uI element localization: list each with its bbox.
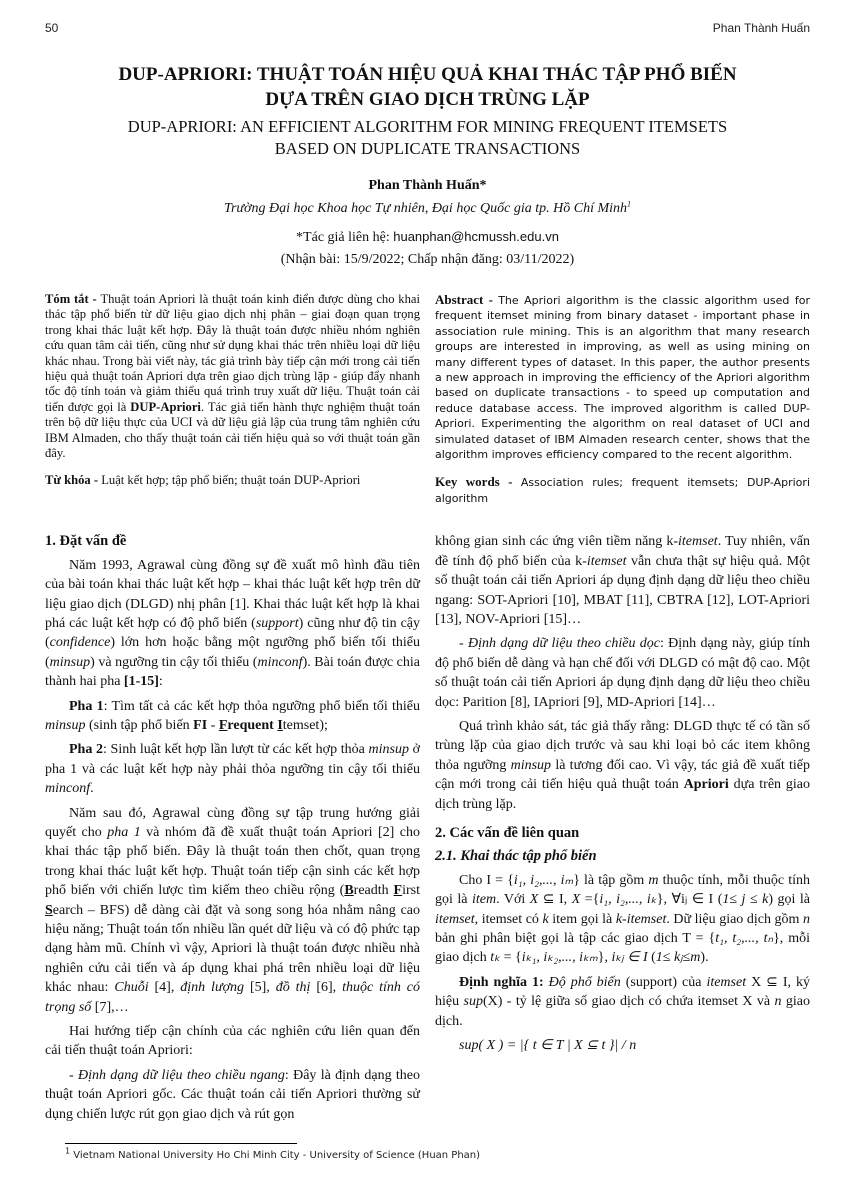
right-paragraphs-b [435, 871, 810, 1031]
emphasized-text: tₖ [490, 950, 501, 966]
paragraph [435, 871, 810, 968]
text-run: } là tập gồm [573, 872, 649, 888]
text-run: (X) - tỷ lệ giữa số giao dịch có chứa itemset X và [482, 994, 775, 1010]
section-heading: 1. Đặt vấn đề [45, 533, 127, 550]
text-run: (sinh tập phổ biến [85, 717, 194, 733]
keywords-vi-label: Từ khóa - [45, 473, 102, 488]
emphasized-text: confidence [49, 635, 111, 651]
text-run: - [459, 636, 468, 652]
text-run: ) cũng như độ tin cậy ( [45, 615, 421, 651]
affiliation-text: Trường Đại học Khoa học Tự nhiên, Đại học Quốc gia tp. Hồ Chí Minh [223, 201, 628, 216]
text-run: , itemset có [474, 911, 543, 927]
running-header-author: Phan Thành Huấn [712, 21, 810, 35]
text-run: (support) của [620, 974, 707, 990]
title-english [45, 116, 810, 160]
author-name: Phan Thành Huấn* [368, 178, 487, 193]
keywords-en [435, 474, 810, 506]
text-run: X ⊆ I, ký hiệu [435, 974, 810, 1010]
emphasized-text: minconf [45, 781, 91, 797]
spacer [45, 1129, 810, 1143]
emphasized-text: I [277, 717, 283, 733]
body-columns [45, 532, 810, 1129]
body-column-left [45, 532, 420, 1129]
title-en-line: DUP-APRIORI: AN EFFICIENT ALGORITHM FOR MINING FREQUENT ITEMSETS [127, 117, 728, 136]
emphasized-text: k [542, 911, 549, 927]
emphasized-text: minsup [49, 654, 91, 670]
text-run: ở pha 1 và các luật kết hợp này phải thỏa ngưỡng tin cậy tối thiểu [45, 742, 421, 777]
page-number: 50 [45, 21, 59, 35]
emphasized-text: m [648, 872, 659, 888]
emphasized-text: k-itemset [615, 911, 667, 927]
emphasized-text: Pha 2 [69, 742, 103, 758]
paragraph [45, 804, 420, 1017]
text-run: [6], [310, 980, 343, 996]
footnote [65, 1146, 810, 1163]
title-vietnamese [45, 62, 810, 112]
emphasized-text: minsup [45, 717, 86, 733]
emphasized-text: Định dạng dữ liệu theo chiều dọc [467, 636, 660, 652]
emphasized-text: item [471, 892, 497, 908]
emphasized-text: pha 1 [107, 824, 141, 840]
text-run: earch – BFS) dễ dàng cài đặt và song song hóa nhằm nâng cao hiệu năng; Thuật toán tốn nhiều lần quét dữ liệu và có độ phức tạp dạng hàm mũ. Chính vì vậy, Apriori là thuật toán được nhiều nhà nghiên cứu cải tiến và áp dụng khai phá trên nhiều loại dữ liệu khác nhau: [45, 902, 420, 996]
abstract-vi-algorithm-name: DUP-Apriori [130, 399, 201, 414]
abstract-vi-text: Thuật toán Apriori là thuật toán kinh điển được dùng cho khai thác tập phổ biến từ dữ liệu giao dịch nhị phân – giai đoạn quan trọng trong khai thác luật kết hợp. Đây là thuật toán được nhiều nhóm nghiên cứu quan tâm cải tiến, cũng như sử dụng khai thác trên nhiều loại dữ liệu khác nhau. Trong bài viết này, tác giả trình bày tiếp cận mới trong cải tiến hiệu quả thuật toán Apriori dựa trên giao dịch trùng lặp - giúp đẩy nhanh tốc độ tính toán và giảm thiểu quá trình truy xuất dữ liệu. Thuật toán cải tiến được gọi là [45, 292, 420, 414]
emphasized-text: i₁, i₂,..., iₘ [513, 872, 574, 888]
emphasized-text: thuộc tính có trọng số [45, 980, 421, 1015]
emphasized-text: itemset [586, 553, 627, 569]
text-run: bản ghi phân biệt gọi là tập các giao dịch T = { [435, 931, 716, 946]
support-formula: sup( X ) = |{ t ∈ T | X ⊆ t }| / n [459, 1038, 637, 1054]
emphasized-text: i₁, i₂,..., iₖ [599, 892, 657, 908]
emphasized-text: S [45, 902, 53, 918]
contact [45, 227, 810, 248]
left-paragraphs [45, 556, 420, 1124]
text-run: giao dịch. [435, 994, 810, 1029]
text-run: - [207, 717, 219, 733]
emphasized-text: minsup [510, 757, 552, 773]
text-run: temset); [282, 717, 328, 733]
emphasized-text: B [344, 883, 354, 899]
text-run: là tương đối cao. Vì vậy, tác giả đề xuất tiếp cận mới trong cải tiến hiệu quả thuật toán [435, 757, 810, 793]
title-vi-line: DUP-APRIORI: THUẬT TOÁN HIỆU QUẢ KHAI THÁC TẬP PHỔ BIẾN [118, 64, 737, 85]
footnote-text: Vietnam National University Ho Chi Minh City - University of Science (Huan Phan) [70, 1150, 481, 1162]
text-run: thuộc tính, mỗi thuộc tính gọi là [435, 872, 810, 908]
abstract-vi-body [45, 292, 420, 461]
emphasized-text: X [529, 892, 539, 908]
text-run: . [90, 781, 94, 797]
emphasized-text: đồ thị [275, 980, 311, 996]
emphasized-text: Apriori [683, 777, 729, 793]
emphasized-text: FI [193, 717, 208, 733]
emphasized-text: t₁, t₂,..., tₙ [715, 931, 774, 946]
emphasized-text: minconf [257, 654, 303, 670]
text-run: Năm 1993, Agrawal cùng đồng sự đề xuất mô hình đầu tiên của bài toán khai thác luật kết hợp – khai thác luật kết hợp trên dữ liệu giao dịch (DLGD) nhị phân [1]. Khai thác luật kết hợp là khai phá các luật kết hợp có độ phổ biến ( [45, 557, 420, 631]
emphasized-text: 1≤ kⱼ≤m [655, 950, 701, 966]
paragraph [435, 634, 810, 712]
abstracts [45, 292, 810, 506]
emphasized-text: n [802, 911, 810, 927]
emphasized-text: F [393, 883, 403, 899]
abstract-english [435, 292, 810, 506]
paragraph [45, 740, 420, 798]
text-run: ={ [580, 892, 600, 908]
footnote-divider [65, 1143, 297, 1144]
paragraph [435, 717, 810, 814]
email-link[interactable]: huanphan@hcmussh.edu.vn [393, 229, 559, 244]
text-run: ) gọi là [768, 892, 810, 908]
paragraph [45, 556, 420, 692]
abstract-vi-text: . Tác giả tiến hành thực nghiệm thuật toán trên bộ dữ liệu thực của UCI và dữ liệu giả lập của trung tâm nghiên cứu IBM Almaden, cho thấy thuật toán cải tiến hiệu quả so với thuật toán gần đây. [45, 399, 420, 461]
abstract-en-text: The Apriori algorithm is the classic algorithm used for frequent itemset mining from binary dataset - important phase in association rule mining. This is an algorithm that many research groups are interested in improving, as well as using mining on many different types of dataset. In this paper, the author presents a new approach in improving the efficiency of the Apriori algorithm based on duplicate transactions - to speed up computation and reduce database access. The improved algorithm is called DUP-Apriori. Experimenting the algorithm on real dataset of UCI and simulated dataset of IBM Almaden research center, shows that the algorithm improves efficiency compared to the recent algorithm. [435, 294, 810, 462]
text-run: }, mỗi giao dịch [435, 931, 811, 966]
emphasized-text: Độ phổ biến [548, 974, 621, 990]
text-run: : [158, 674, 163, 690]
text-run: : Định dạng này, giúp tính độ phổ biến dễ dàng và hạn chế đối với DLGD có mật độ cao. Một số thuật toán cải tiến Apriori áp dụng định dạng dữ liệu theo chiều dọc: Parition [8], IApriori [9], MD-Apriori [14]… [435, 636, 810, 710]
section-heading: 2. Các vấn đề liên quan [435, 824, 580, 841]
text-run: irst [402, 883, 420, 899]
emphasized-text: Định dạng dữ liệu theo chiều ngang [77, 1067, 285, 1083]
text-run: vẫn chưa thật sự hiệu quả. Một số thuật toán cải tiến Apriori áp dụng định dạng dữ liệu theo chiều ngang: SOT-Apriori [10], MBAT [11], CBTRA [12], LOT-Apriori [13], NOV-Apriori [15]… [435, 553, 811, 627]
text-run: Năm sau đó, Agrawal cùng đồng sự tập trung hướng giải quyết cho [45, 805, 420, 840]
keywords-vi-text: Luật kết hợp; tập phổ biến; thuật toán DUP-Apriori [101, 473, 361, 488]
subsection-heading: 2.1. Khai thác tập phổ biến [435, 848, 597, 865]
running-header [45, 20, 810, 36]
text-run: Hai hướng tiếp cận chính của các nghiên cứu liên quan đến cải tiến thuật toán Apriori: [45, 1024, 420, 1059]
body-column-right [435, 532, 810, 1129]
emphasized-text: itemset [706, 974, 747, 990]
abstract-vi-label: Tóm tắt - [45, 292, 101, 306]
text-run: ⊆ I, [538, 892, 572, 908]
text-run: item gọi là [548, 911, 616, 927]
contact-label: *Tác giả liên hệ: [296, 230, 394, 245]
affiliation [45, 199, 810, 219]
text-run: . Tuy nhiên, vấn đề tính độ phổ biến của k- [435, 534, 810, 569]
text-run: Cho I = { [459, 872, 514, 888]
text-run: : Đây là định dạng theo thuật toán Apriori gốc. Các thuật toán cải tiến Apriori thường sử dụng chiến lược rút gọn giao dịch và rút gọn [45, 1067, 420, 1122]
text-run: [7],… [91, 999, 129, 1015]
emphasized-text: Định nghĩa 1: [459, 974, 549, 990]
emphasized-text: định lượng [180, 980, 245, 996]
footnote-mark: 1 [65, 1146, 71, 1156]
text-run: }, ∀iⱼ ∈ I ( [656, 892, 723, 908]
text-run: ( [647, 950, 656, 966]
text-run: dựa trên giao dịch trùng lặp. [435, 777, 811, 812]
text-run: ) lớn hơn hoặc bằng một ngưỡng phổ biến tối thiểu ( [45, 635, 420, 670]
emphasized-text: [1-15] [123, 674, 159, 690]
emphasized-text: F [218, 717, 228, 733]
paragraph [435, 532, 810, 629]
text-run: }, [597, 950, 612, 966]
title-en-line: BASED ON DUPLICATE TRANSACTIONS [274, 139, 581, 158]
text-run: và nhóm đã đề xuất thuật toán Apriori [2] cho khai thác tập phổ biến. Đây là thuật toán then chốt, quan trọng trong khai thác luật kết hợp. Thuật toán tiếp cận sinh các kết hợp phổ biến với chiến lược tìm kiếm theo chiều rộng ( [45, 824, 420, 899]
text-run: = { [500, 950, 522, 966]
emphasized-text: n [774, 994, 782, 1010]
title-vi-line: DỰA TRÊN GIAO DỊCH TRÙNG LẶP [265, 89, 590, 110]
right-paragraphs-a [435, 532, 810, 814]
emphasized-text: requent [227, 717, 278, 733]
text-run: : Sinh luật kết hợp lần lượt từ các kết hợp thỏa [103, 742, 369, 758]
emphasized-text: X [571, 892, 581, 908]
abstract-vietnamese [45, 292, 420, 506]
text-run: [5], [244, 980, 276, 996]
paragraph [435, 973, 810, 1031]
submission-dates: (Nhận bài: 15/9/2022; Chấp nhận đăng: 03/11/2022) [280, 252, 575, 267]
text-run: - [69, 1067, 78, 1083]
text-run: ) và ngưỡng tin cậy tối thiểu ( [90, 654, 258, 670]
emphasized-text: Pha 1 [69, 698, 104, 714]
emphasized-text: support [255, 615, 299, 631]
text-run: . Với [496, 892, 530, 908]
text-run: ). Bài toán được chia thành hai pha [45, 654, 420, 690]
text-run: [4], [148, 980, 181, 996]
text-run: . Dữ liệu giao dịch gồm [666, 911, 803, 927]
emphasized-text: minsup [368, 742, 409, 758]
keywords-en-label: Key words - [435, 474, 521, 490]
emphasized-text: iₖ₁, iₖ₂,..., iₖₘ [521, 950, 598, 966]
keywords-vi [45, 473, 420, 488]
emphasized-text: iₖⱼ ∈ I [611, 950, 648, 966]
emphasized-text: itemset [435, 911, 475, 927]
emphasized-text: sup [463, 994, 483, 1010]
paragraph [45, 697, 420, 736]
abstract-en-label: Abstract - [435, 292, 499, 307]
paragraph [45, 1022, 420, 1061]
paragraph [45, 1066, 420, 1124]
text-run: : Tìm tất cả các kết hợp thỏa ngưỡng phổ biến tối thiểu [103, 698, 421, 714]
emphasized-text: 1≤ j ≤ k [722, 892, 769, 908]
text-run: Quá trình khảo sát, tác giả thấy rằng: DLGD thực tế có tần số trùng lặp của giao dịch trước và sau khi loại bỏ các item không thỏa ngưỡng [435, 718, 810, 773]
abstract-en-body [435, 292, 810, 462]
affiliation-footnote-mark: 1 [627, 199, 632, 209]
text-run: ). [700, 950, 709, 966]
text-run: readth [353, 883, 394, 899]
keywords-en-text: Association rules; frequent itemsets; DUP-Apriori algorithm [435, 476, 810, 505]
emphasized-text: itemset [678, 534, 718, 550]
emphasized-text: Chuỗi [114, 980, 149, 996]
text-run: không gian sinh các ứng viên tiềm năng k- [435, 534, 679, 550]
